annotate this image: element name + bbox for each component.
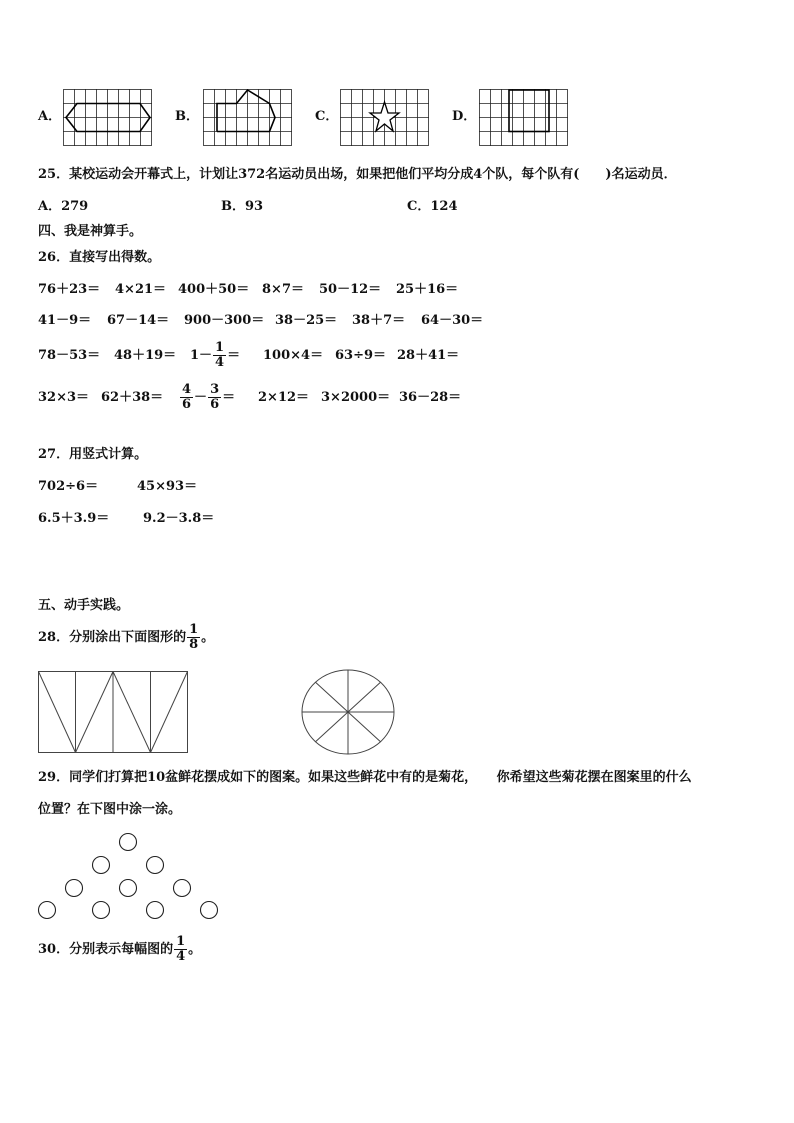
fraction-denominator: 4	[215, 355, 225, 370]
section-4-title: 四、我是神算手。	[38, 224, 143, 239]
q26-r1-item-1: 76＋23＝	[38, 282, 101, 297]
q26-r4-item-3	[179, 382, 235, 414]
flower-pot-circle[interactable]	[201, 902, 218, 919]
q30-prefix: 30．分别表示每幅图的	[38, 942, 174, 957]
q27-r1-item-2: 45×93＝	[137, 479, 198, 494]
q24-grid-hexagon	[63, 89, 153, 147]
q24-option-label-a: A．	[38, 109, 62, 124]
flower-pot-circle[interactable]	[120, 880, 137, 897]
fraction-one-quarter	[213, 341, 226, 370]
fraction-four-sixths	[180, 383, 193, 412]
fraction-one-quarter	[174, 935, 187, 964]
q28-rectangle-triangles-figure[interactable]	[38, 671, 188, 753]
q26-r2-item-6: 64－30＝	[421, 313, 484, 328]
q24-grid-house	[203, 89, 293, 147]
fraction-denominator: 4	[176, 949, 186, 964]
q24-grid-star	[340, 89, 430, 147]
q26-r3-item-2: 48＋19＝	[114, 348, 177, 363]
fraction-numerator: 1	[189, 622, 199, 637]
q26-r3-prefix: 1－	[190, 348, 213, 363]
fraction-numerator: 4	[182, 382, 192, 397]
q25-option-a: A．279	[38, 199, 89, 214]
q25-question: 25．某校运动会开幕式上，计划让372名运动员出场，如果把他们平均分成4个队，每个队有( )名运动员．	[38, 167, 677, 182]
q26-r4-item-6: 36－28＝	[399, 390, 462, 405]
q26-r4-item-4: 2×12＝	[258, 390, 310, 405]
q26-r1-item-6: 25＋16＝	[396, 282, 459, 297]
fraction-numerator: 1	[215, 340, 225, 355]
flower-pot-circle[interactable]	[174, 880, 191, 897]
q26-r3-suffix: ＝	[227, 348, 241, 363]
flower-pot-circle[interactable]	[147, 857, 164, 874]
fraction-denominator: 6	[182, 397, 192, 412]
q27-r2-item-2: 9.2－3.8＝	[143, 511, 215, 526]
q24-option-label-b: B．	[175, 109, 199, 124]
q26-r3-item-5: 63÷9＝	[335, 348, 387, 363]
q24-option-label-c: C．	[315, 109, 339, 124]
flower-pot-circle[interactable]	[93, 857, 110, 874]
fraction-denominator: 8	[189, 637, 199, 652]
q26-r3-item-1: 78－53＝	[38, 348, 101, 363]
q26-r3-item-4: 100×4＝	[263, 348, 324, 363]
q26-r2-item-1: 41－9＝	[38, 313, 92, 328]
q28-title	[38, 620, 214, 656]
q26-r2-item-5: 38＋7＝	[352, 313, 406, 328]
q25-option-b: B．93	[221, 199, 264, 214]
q25-option-c: C．124	[407, 199, 458, 214]
fraction-one-eighth	[187, 623, 200, 652]
q30-suffix: 。	[188, 942, 202, 957]
flower-pot-circle[interactable]	[39, 902, 56, 919]
q26-r4-op: －	[194, 390, 208, 405]
q24-grid-rectangle	[479, 89, 569, 147]
q29-flower-pattern	[36, 832, 222, 920]
flower-pot-circle[interactable]	[147, 902, 164, 919]
q27-title: 27．用竖式计算。	[38, 447, 148, 462]
q27-r2-item-1: 6.5＋3.9＝	[38, 511, 110, 526]
fraction-numerator: 3	[210, 382, 220, 397]
q30-title	[38, 932, 201, 968]
fraction-denominator: 6	[210, 397, 220, 412]
q26-r1-item-3: 400＋50＝	[178, 282, 250, 297]
q24-option-label-d: D．	[452, 109, 477, 124]
q26-r4-item-2: 62＋38＝	[101, 390, 164, 405]
q26-r2-item-4: 38－25＝	[275, 313, 338, 328]
q26-r3-item-6: 28＋41＝	[397, 348, 460, 363]
q28-circle-eighths-figure[interactable]	[300, 668, 396, 756]
q27-r1-item-1: 702÷6＝	[38, 479, 99, 494]
q26-r1-item-2: 4×21＝	[115, 282, 167, 297]
fraction-three-sixths	[208, 383, 221, 412]
q26-r3-item-3	[190, 340, 240, 372]
q28-suffix: 。	[201, 630, 215, 645]
q29-text-line-2: 位置？在下图中涂一涂。	[38, 802, 182, 817]
q29-text-line-1: 29．同学们打算把10盆鲜花摆成如下的图案。如果这些鲜花中有的是菊花， 你希望这些菊花摆在图案里的什么	[38, 770, 692, 785]
flower-pot-circle[interactable]	[93, 902, 110, 919]
q26-r2-item-3: 900－300＝	[184, 313, 265, 328]
q28-prefix: 28．分别涂出下面图形的	[38, 630, 187, 645]
fraction-numerator: 1	[176, 934, 186, 949]
q26-r4-item-5: 3×2000＝	[321, 390, 391, 405]
q26-r1-item-5: 50－12＝	[319, 282, 382, 297]
flower-pot-circle[interactable]	[120, 834, 137, 851]
q26-r2-item-2: 67－14＝	[107, 313, 170, 328]
flower-pot-circle[interactable]	[66, 880, 83, 897]
q26-title: 26．直接写出得数。	[38, 250, 161, 265]
q26-r1-item-4: 8×7＝	[262, 282, 304, 297]
q26-r4-item-1: 32×3＝	[38, 390, 90, 405]
section-5-title: 五、动手实践。	[38, 598, 130, 613]
q26-r4-suffix: ＝	[222, 390, 236, 405]
